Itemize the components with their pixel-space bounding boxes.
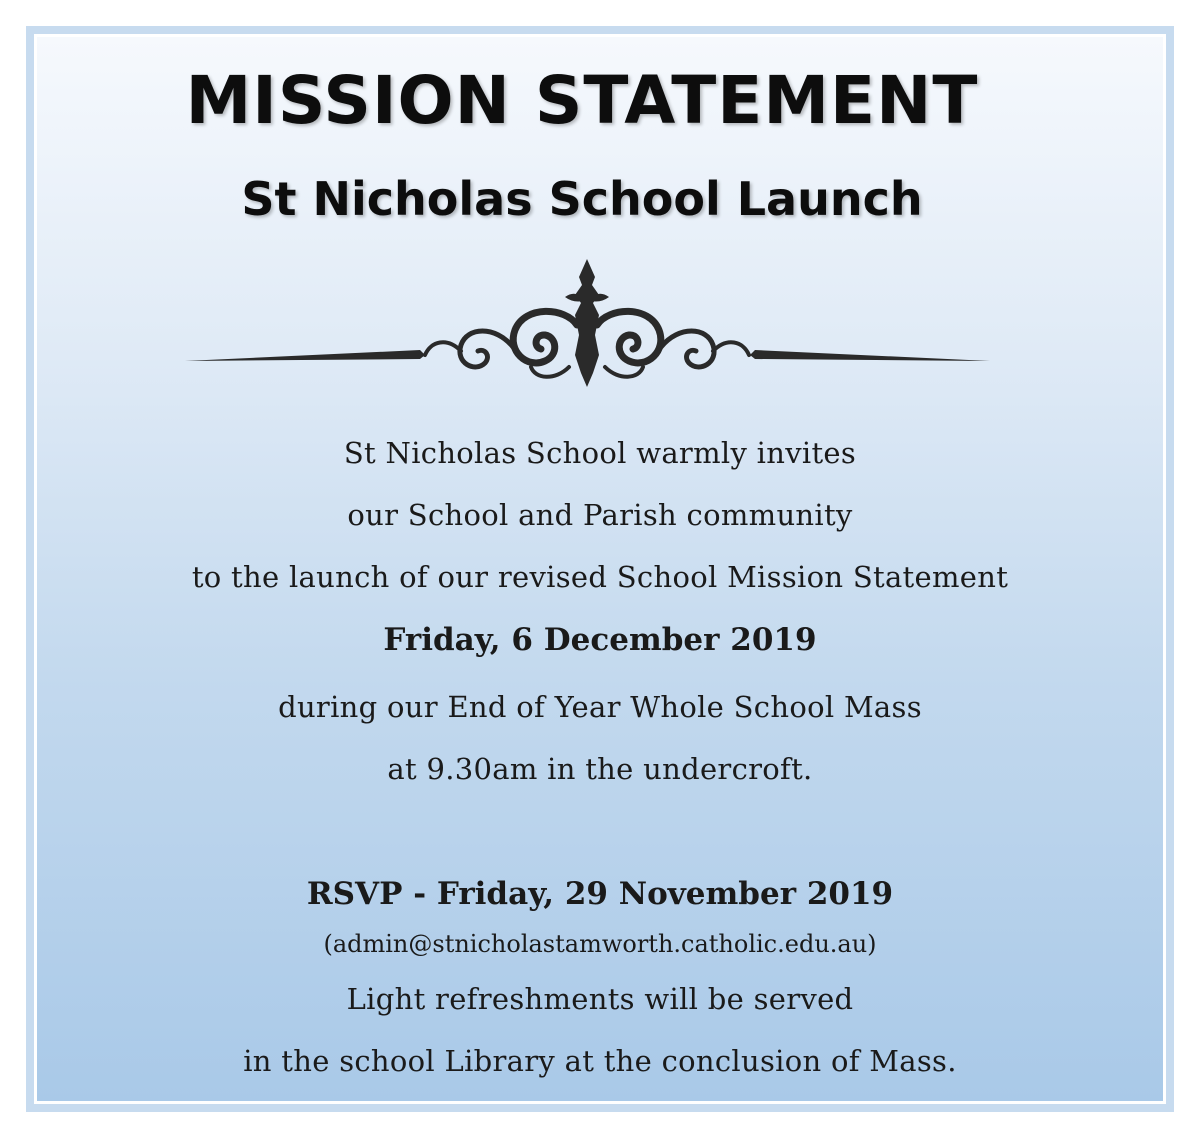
- invitation-line-2: our School and Parish community: [347, 498, 853, 532]
- event-date: Friday, 6 December 2019: [383, 622, 817, 658]
- page-subtitle: St Nicholas School Launch: [241, 172, 923, 226]
- refreshments-line-1: Light refreshments will be served: [346, 982, 854, 1016]
- rsvp-heading: RSVP - Friday, 29 November 2019: [306, 876, 894, 912]
- scroll-flourish-divider-icon: [185, 255, 990, 395]
- invitation-line-4: during our End of Year Whole School Mass: [278, 690, 922, 724]
- invitation-line-5: at 9.30am in the undercroft.: [387, 752, 813, 786]
- refreshments-line-2: in the school Library at the conclusion of Mass.: [243, 1044, 957, 1078]
- page-title: MISSION STATEMENT: [185, 62, 979, 139]
- invitation-line-1: St Nicholas School warmly invites: [343, 436, 857, 470]
- rsvp-email: (admin@stnicholastamworth.catholic.edu.au): [323, 930, 877, 958]
- invitation-line-3: to the launch of our revised School Mission Statement: [191, 560, 1009, 594]
